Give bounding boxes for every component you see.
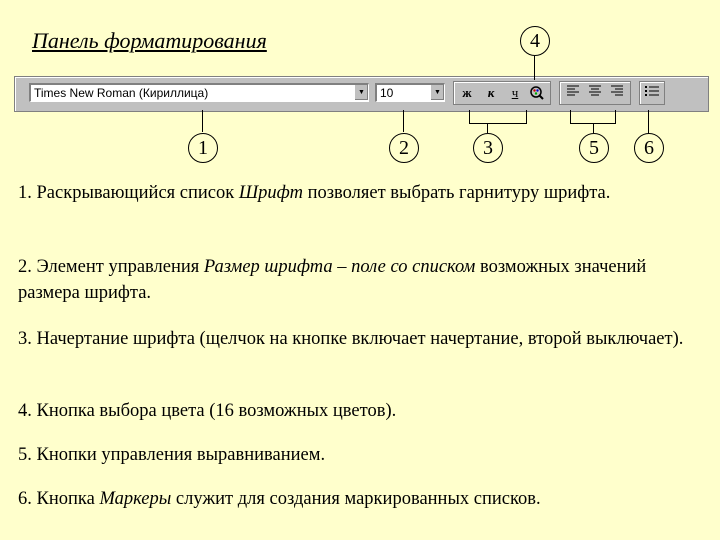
chevron-down-icon[interactable]: ▼ [430,85,444,100]
chevron-down-icon[interactable]: ▼ [354,85,368,100]
bold-button[interactable]: ж [462,85,472,100]
callout-line-5c [615,110,616,124]
callout-2: 2 [389,133,419,163]
description-3 [18,326,708,352]
callout-line-3c [526,110,527,124]
callout-line-3d [487,123,488,133]
align-left-icon[interactable] [562,84,584,102]
alignment-button-group [559,81,631,105]
font-size-dropdown[interactable] [375,83,445,102]
description-text: 4. Кнопка выбора цвета (16 возможных цветов). [18,401,397,421]
page-title: Панель форматирования [32,28,267,53]
description-6 [18,486,708,512]
bullets-button-group [639,81,665,105]
description-text: возможных значений размера шрифта. [18,257,647,303]
description-2 [18,254,708,306]
font-name-value: Times New Roman (Кириллица) [34,86,209,100]
callout-line-3b [469,123,527,124]
underline-button[interactable]: ч [511,85,519,100]
description-emphasis: Размер шрифта – поле со списком [203,257,476,277]
description-text: 5. Кнопки управления выравниванием. [18,445,326,465]
callout-line-4 [534,56,535,80]
callout-1: 1 [188,133,218,163]
color-picker-icon[interactable] [526,84,548,102]
description-emphasis: Шрифт [238,183,303,203]
callout-6: 6 [634,133,664,163]
description-4 [18,398,708,424]
callout-line-6 [648,110,649,134]
bullet-list-icon[interactable] [641,84,663,102]
align-right-icon[interactable] [606,84,628,102]
description-emphasis: Маркеры [99,489,172,509]
italic-button[interactable]: к [487,85,495,100]
callout-3: 3 [473,133,503,163]
font-name-dropdown[interactable] [29,83,369,102]
description-text: 3. Начертание шрифта (щелчок на кнопке включает начертание, второй выключает). [18,329,684,349]
callout-line-3a [469,110,470,124]
description-text: служит для создания маркированных списков. [171,489,541,509]
formatting-toolbar [14,76,709,112]
description-text: 1. Раскрывающийся список [18,183,239,203]
style-button-group [453,81,551,105]
callout-line-1 [202,110,203,132]
callout-line-5d [593,123,594,133]
callout-5: 5 [579,133,609,163]
description-text: 6. Кнопка [18,489,100,509]
font-size-value: 10 [380,86,394,100]
description-5 [18,442,708,468]
align-center-icon[interactable] [584,84,606,102]
description-text: позволяет выбрать гарнитуру шрифта. [302,183,611,203]
callout-line-2 [403,110,404,132]
description-text: 2. Элемент управления [18,257,204,277]
callout-4: 4 [520,26,550,56]
description-1 [18,180,708,206]
callout-line-5a [570,110,571,124]
